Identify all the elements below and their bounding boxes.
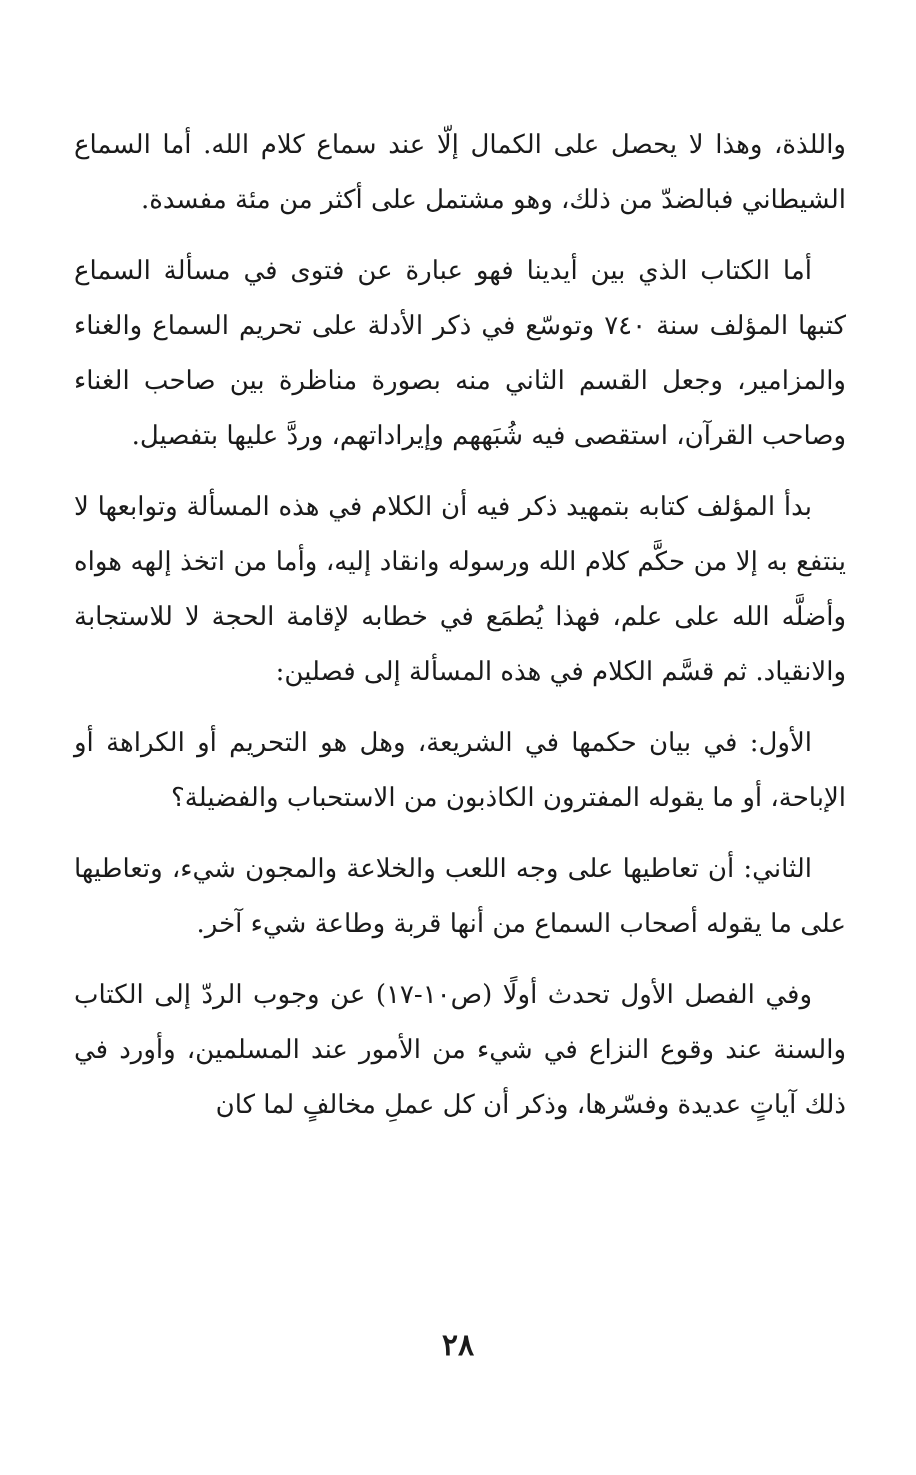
paragraph-2: أما الكتاب الذي بين أيدينا فهو عبارة عن فتوى في مسألة السماع كتبها المؤلف سنة ٧٤٠ وتوسّع في ذكر الأدلة على تحريم السماع والغناء والمزامير، وجعل القسم الثاني منه بصورة مناظرة بين صاحب الغناء وصاحب القرآن، استقصى فيه شُبَههم وإيراداتهم، وردَّ عليها بتفصيل. <box>74 256 846 451</box>
page-body <box>74 118 846 1149</box>
paragraph-3: بدأ المؤلف كتابه بتمهيد ذكر فيه أن الكلام في هذه المسألة وتوابعها لا ينتفع به إلا من حكَّم كلام الله ورسوله وانقاد إليه، وأما من اتخذ إلهه هواه وأضلَّه الله على علم، فهذا يُطمَع في خطابه لإقامة الحجة لا للاستجابة والانقياد. ثم قسَّم الكلام في هذه المسألة إلى فصلين: <box>74 492 846 687</box>
paragraph-1: واللذة، وهذا لا يحصل على الكمال إلّا عند سماع كلام الله. أما السماع الشيطاني فبالضدّ من ذلك، وهو مشتمل على أكثر من مئة مفسدة. <box>74 130 846 215</box>
paragraph-6: وفي الفصل الأول تحدث أولًا (ص١٠-١٧) عن وجوب الردّ إلى الكتاب والسنة عند وقوع النزاع في شيء من الأمور عند المسلمين، وأورد في ذلك آياتٍ عديدة وفسّرها، وذكر أن كل عملِ مخالفٍ لما كان <box>74 980 846 1120</box>
page-number: ٢٨ <box>441 1328 475 1363</box>
paragraph-5: الثاني: أن تعاطيها على وجه اللعب والخلاعة والمجون شيء، وتعاطيها على ما يقوله أصحاب السماع من أنها قربة وطاعة شيء آخر. <box>74 854 846 939</box>
paragraph-4: الأول: في بيان حكمها في الشريعة، وهل هو التحريم أو الكراهة أو الإباحة، أو ما يقوله المفترون الكاذبون من الاستحباب والفضيلة؟ <box>74 728 846 813</box>
